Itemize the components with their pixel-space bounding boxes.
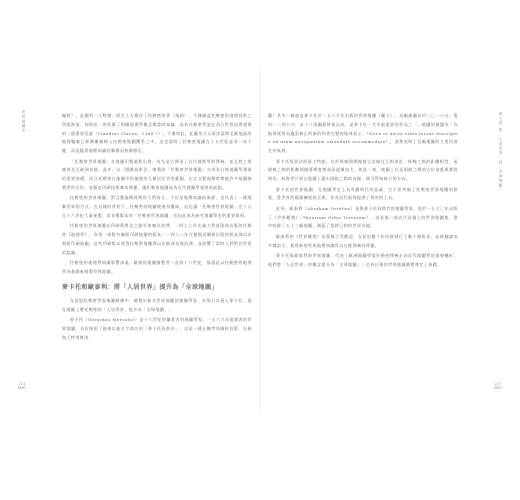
running-head-left: 世界地圖史 [22,110,26,133]
left-page [62,112,252,344]
right-page [268,112,458,271]
right-paragraph-2: 麥卡托投影法的最大特點，在於經線與緯線都呈直線且互相垂直，經線之間的距離相等，而緯線之間的距離則隨著緯度增高而逐漸加大，如此一來，地圖上任意兩點之間的方位角都與實際相符，航海者只要在地圖上畫出兩點之間的直線，便可得知航行的方向。 [268,158,458,182]
folio-left-number: 223 [18,382,26,386]
section-paragraph-1: 在這股托勒密世界地圖熱潮中，繪製出新式世界地圖的地圖學家，首推日耳曼人麥卡托，他在地圖上將托勒密的「人居世界」提升為「全球地圖」。 [62,297,252,312]
left-paragraph-1: 編按）。此圖有一大特徵，即在上方標註了托勒密原著〈規則〉，不僅確認托勒密的地理投影之學說源流，同時也一併收錄了相關地理學概念與當時知識，成為托勒密學說在西方世界流傳發展的一個重要見證（Claudius Clavus，1388-?）。不僅如此，此圖更可以看出當時北歐地區的地理輪廓已經漸漸被納入托勒密地圖體系之中，這也說明了托勒密地圖在十五世紀並非一成不變，而是隨著地理知識的累積而持續修訂。 [62,113,252,154]
right-paragraph-5: 歐泰利的《世界概貌》出版後大受歡迎，在短短數十年內便發行了數十個版本，並被翻譯成多種語言，使得新的世界地理知識得以在歐洲廣為傳播。 [268,233,458,248]
section-paragraph-2: 麥卡托（Gerardus Mercator）是十六世紀荷蘭著名的地圖學家，一五六九年他發表的世界地圖，首次採用了後來以他名字命名的「麥卡托投影法」，這是一種正軸等角圓柱投影，在航海上特別實用。 [62,316,252,340]
right-paragraph-6: 麥卡托與歐泰利的世界地圖，代表了歐洲地圖學從托勒密傳統走向近代地圖學的重要轉折，他們將「人居世界」的概念提升為「全球地圖」，也為日後的世界地圖繪製奠定了基礎。 [268,252,458,267]
folio-right-number: 227 [494,382,502,386]
folio-right-label: PART [493,386,503,391]
page-gutter [259,70,260,410]
folio-left [16,382,28,391]
left-paragraph-3: 托勒密的世界地圖，對文藝復興時期的人們而言，不但是地理知識的來源，也代表了一種理解世界的方式。在這樣的背景下，托勒密的地圖被視為權威，這也讓「托勒密世界地圖」在十五至十六世紀大量複製，而各種版本的「托勒密世界地圖」也因此成為研究地圖學史的重要資料。 [62,195,252,218]
left-paragraph-4: 托勒密的世界地圖在印刷術普及之後更加廣為流傳，一四七七年在義大利波隆那出版的托勒密《地理學》，為第一部附有銅版印刷地圖的版本；一四八二年在德國烏爾姆出版的版本則以木刻版印刷地圖。這些印刷版本使得托勒密地圖得以在歐洲各地流傳，並影響了當時人們對於世界的認識。 [62,223,252,255]
folio-right [492,382,504,391]
left-paragraph-2: 「托勒密世界地圖」在地圖印製過程出發，首先是它傳承了古代地理學的傳統，並且將之推廣普及至歐洲各地，此外，以「圓錐投影法」繪製的「托勒密世界地圖」亦成為日後地圖學發展的重要基礎。而且托勒密在地圖中所描繪的人類居住世界範圍，也在文藝復興時期被許多地圖繪製者所沿用，並藉由印刷技術廣為傳播，讓托勒密地圖成為近代地圖學發展的起點。 [62,158,252,190]
right-paragraph-3: 麥卡托的世界地圖，在地圖學史上具有劃時代的意義，它不但突破了托勒密世界地圖的框架，將世界的範圍擴展到全球，更為近代航海提供了實用的工具。 [268,186,458,201]
left-paragraph-5: 托勒密的地理學知識影響深遠，歐洲的地圖繪製者一直到十六世紀，都還是以托勒密的地理學為基礎來繪製世界地圖。 [62,260,252,274]
folio-left-label: PART [17,386,27,391]
right-paragraph-4: 此外，歐泰利（Abraham Ortelius）是與麥卡托同時代的地圖學家，他於一五七〇年出版了《世界概貌》（Theatrum Orbis Terrarum），這是第一部近代意義上的世界地圖集，書中收錄了五十三幅地圖，涵蓋了當時已知的世界各地。 [268,205,458,229]
right-paragraph-1: 圖）其中一幅就是麥卡托於一五六九年出版的世界地圖（圖七），這幅地圖長約二〇二公分、寬約一二四公分，由十八張圖紙拼接而成，是麥卡托一生中最重要的作品之一。地圖的標題為「為航海使用而適當修正的新的和更完整的地球表示」（Nova et aucta orbis terrae descriptio ad usum navigantium emendate accommodata），清楚表明了這幅地圖的主要用途在於航海。 [268,113,458,154]
section-title: 麥卡托和歐泰利：將「人居世界」提升為「全球地圖」 [62,283,219,291]
running-head-right: 第五章 從「人居世界」到「全球地圖」 [499,112,503,193]
